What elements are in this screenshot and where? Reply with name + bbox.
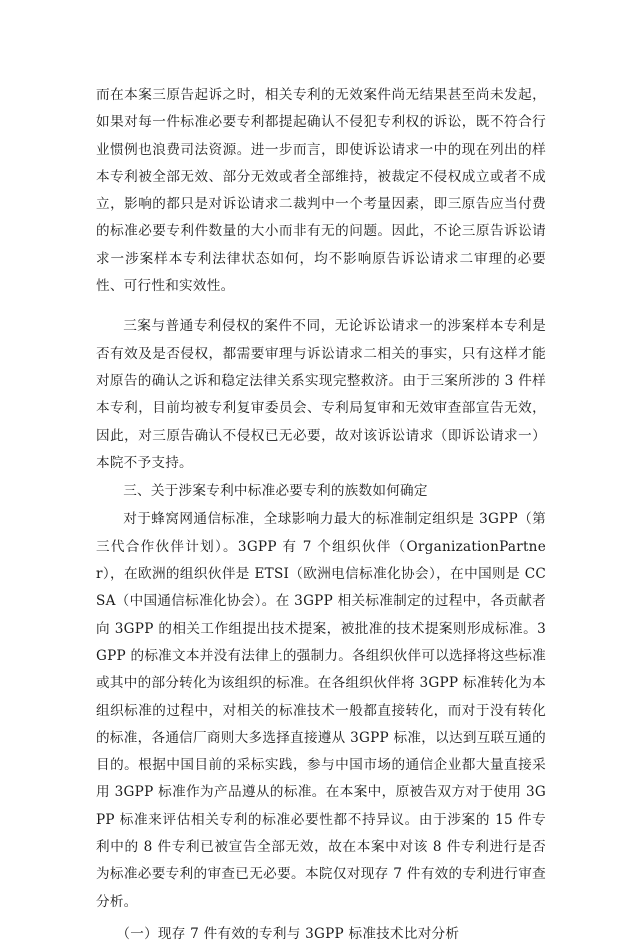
paragraph-continuation: 而在本案三原告起诉之时，相关专利的无效案件尚无结果甚至尚未发起，如果对每一件标准必要专利都提起确认不侵犯专利权的诉讼，既不符合行业惯例也浪费司法资源。进一步而言，即使诉讼请求一中的现在列出的样本专利被全部无效、部分无效或者全部维持，被裁定不侵权成立或者不成立，影响的都只是对诉讼请求二裁判中一个考量因素，即三原告应当付费的标准必要专利件数量的大小而非有无的问题。因此，不论三原告诉讼请求一涉案样本专利法律状态如何，均不影响原告诉讼请求二审理的必要性、可行性和实效性。: [96, 87, 546, 295]
paragraph-body: 对于蜂窝网通信标准，全球影响力最大的标准制定组织是 3GPP（第三代合作伙伴计划）。3GPP 有 7 个组织伙伴（OrganizationPartner），在欧洲的组织伙伴是 ETSI（欧洲电信标准化协会），在中国则是 CCSA（中国通信标准化协会）。在 3GPP 相关标准制定的过程中，各贡献者向 3GPP 的相关工作组提出技术提案，被批准的技术提案则形成标准。3GPP 的标准文本并没有法律上的强制力。各组织伙伴可以选择将这些标准或其中的部分转化为该组织的标准。在各组织伙伴将 3GPP 标准转化为本组织标准的过程中，对相关的标准技术一般都直接转化，而对于没有转化的标准，各通信厂商则大多选择直接遵从 3GPP 标准，以达到互联互通的目的。根据中国目前的采标实践，参与中国市场的通信企业都大量直接采用 3GPP 标准作为产品遵从的标准。在本案中，原被告双方对于使用 3GPP 标准来评估相关专利的标准必要性都不持异议。由于涉案的 15 件专利中的 8 件专利已被宣告全部无效，故在本案中对该 8 件专利进行是否为标准必要专利的审查已无必要。本院仅对现存 7 件有效的专利进行审查分析。: [96, 511, 546, 910]
sub-heading: （一）现存 7 件有效的专利与 3GPP 标准技术比对分析: [116, 925, 460, 942]
section-heading: 三、关于涉案专利中标准必要专利的族数如何确定: [123, 483, 428, 500]
paragraph-body: 三案与普通专利侵权的案件不同，无论诉讼请求一的涉案样本专利是否有效及是否侵权，都需要审理与诉讼请求二相关的事实，只有这样才能对原告的确认之诉和稳定法律关系实现完整救济。由于三案所涉的 3 件样本专利，目前均被专利复审委员会、专利局复审和无效审查部宣告无效，因此，对三原告确认不侵权已无必要，故对该诉讼请求（即诉讼请求一）本院不予支持。: [96, 318, 546, 471]
document-page: [96, 82, 546, 948]
